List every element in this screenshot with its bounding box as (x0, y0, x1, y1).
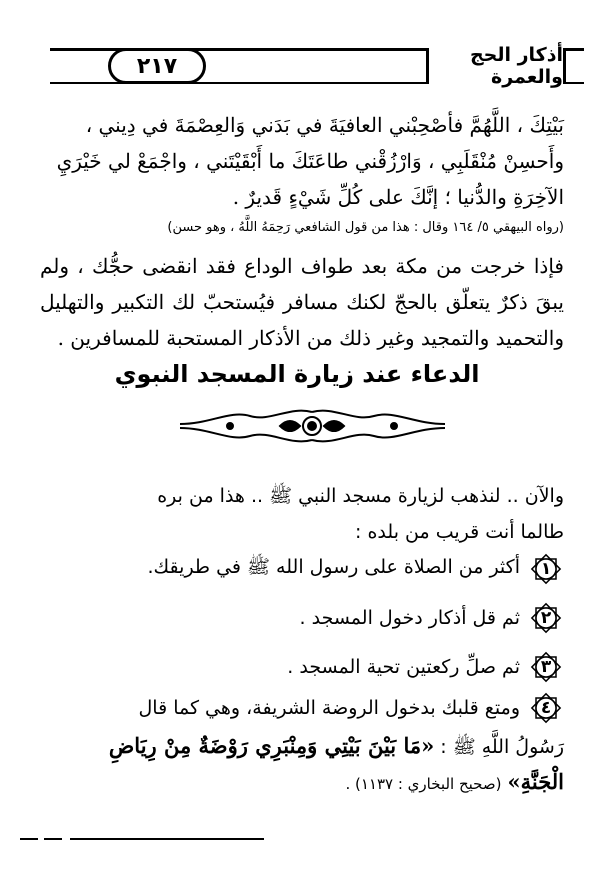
footer-dash (44, 838, 62, 840)
number-badge-icon (528, 690, 564, 726)
intro-line: والآن .. لنذهب لزيارة مسجد النبي ﷺ .. هذا من بره (157, 485, 564, 507)
ornament-divider-icon (170, 402, 455, 450)
item-text: أكثر من الصلاة على رسول الله ﷺ في طريقك. (147, 556, 520, 578)
hadith-text: «مَا بَيْنَ بَيْتِي وَمِنْبَرِي رَوْضَةٌ مِنْ رِيَاضِ (108, 733, 435, 758)
dua-line: وأَحسِنْ مُنْقَلَبِي ، وَارْزُقْني طاعَتَكَ ما أَبْقَيْتَني ، واجْمَعْ لي خَيْرَيِ (56, 149, 564, 173)
page-number: ٢١٧ (108, 48, 206, 84)
item-number: ٢ (540, 608, 552, 628)
intro-line: طالما أنت قريب من بلده : (355, 521, 564, 543)
intro-paragraph (40, 478, 564, 550)
dua-line: بَيْتِكَ ، اللَّهُمَّ فأصْحِبْني العافيَةَ في بَدَني وَالعِصْمَةَ في دِيني ، (85, 113, 564, 137)
item-number: ١ (540, 559, 552, 579)
number-badge-icon (528, 649, 564, 685)
item-number: ٤ (540, 698, 552, 718)
number-badge-icon (528, 600, 564, 636)
dua-line: الآخِرَةِ والدُّنيا ؛ إنَّكَ على كُلِّ شَيْءٍ قَديرٌ . (232, 185, 564, 209)
number-badge-icon (528, 551, 564, 587)
departure-paragraph: فإذا خرجت من مكة بعد طواف الوداع فقد انقضى حجُّك ، ولم يبقَ ذكرٌ يتعلّق بالحجّ لكنك مسافر فيُستحبّ لك التكبير والتهليل والتحميد والتمجيد وغير ذلك من الأذكار المستحبة للمسافرين . (40, 254, 564, 350)
item-text: ثم قل أذكار دخول المسجد . (299, 607, 520, 629)
closing-prefix: رَسُولُ اللَّهِ ﷺ : (440, 736, 564, 758)
hadith-source: (صحيح البخاري : ١١٣٧) . (345, 775, 502, 793)
closing-line (40, 764, 564, 800)
footer-rule (70, 838, 264, 840)
hadith-reference: (رواه البيهقي ٥/ ١٦٤ وقال : هذا من قول الشافعي رَحِمَهُ اللَّهُ ، وهو حسن) (167, 220, 564, 235)
item-text: ومتع قلبك بدخول الروضة الشريفة، وهي كما قال (138, 697, 520, 719)
list-item (40, 598, 564, 638)
item-text: ثم صلِّ ركعتين تحية المسجد . (287, 656, 520, 678)
running-title: أذكار الحج والعمرة (426, 48, 566, 84)
closing-line (40, 728, 564, 764)
list-item (40, 688, 564, 728)
section-heading: الدعاء عند زيارة المسجد النبوي (114, 360, 480, 388)
list-item (40, 549, 564, 589)
item-number: ٣ (540, 657, 552, 677)
footer-dash (20, 838, 38, 840)
hadith-text-end: الْجَنَّةِ» (507, 769, 564, 794)
list-item (40, 647, 564, 687)
dua-paragraph (40, 107, 564, 215)
closing-paragraph (40, 728, 564, 800)
